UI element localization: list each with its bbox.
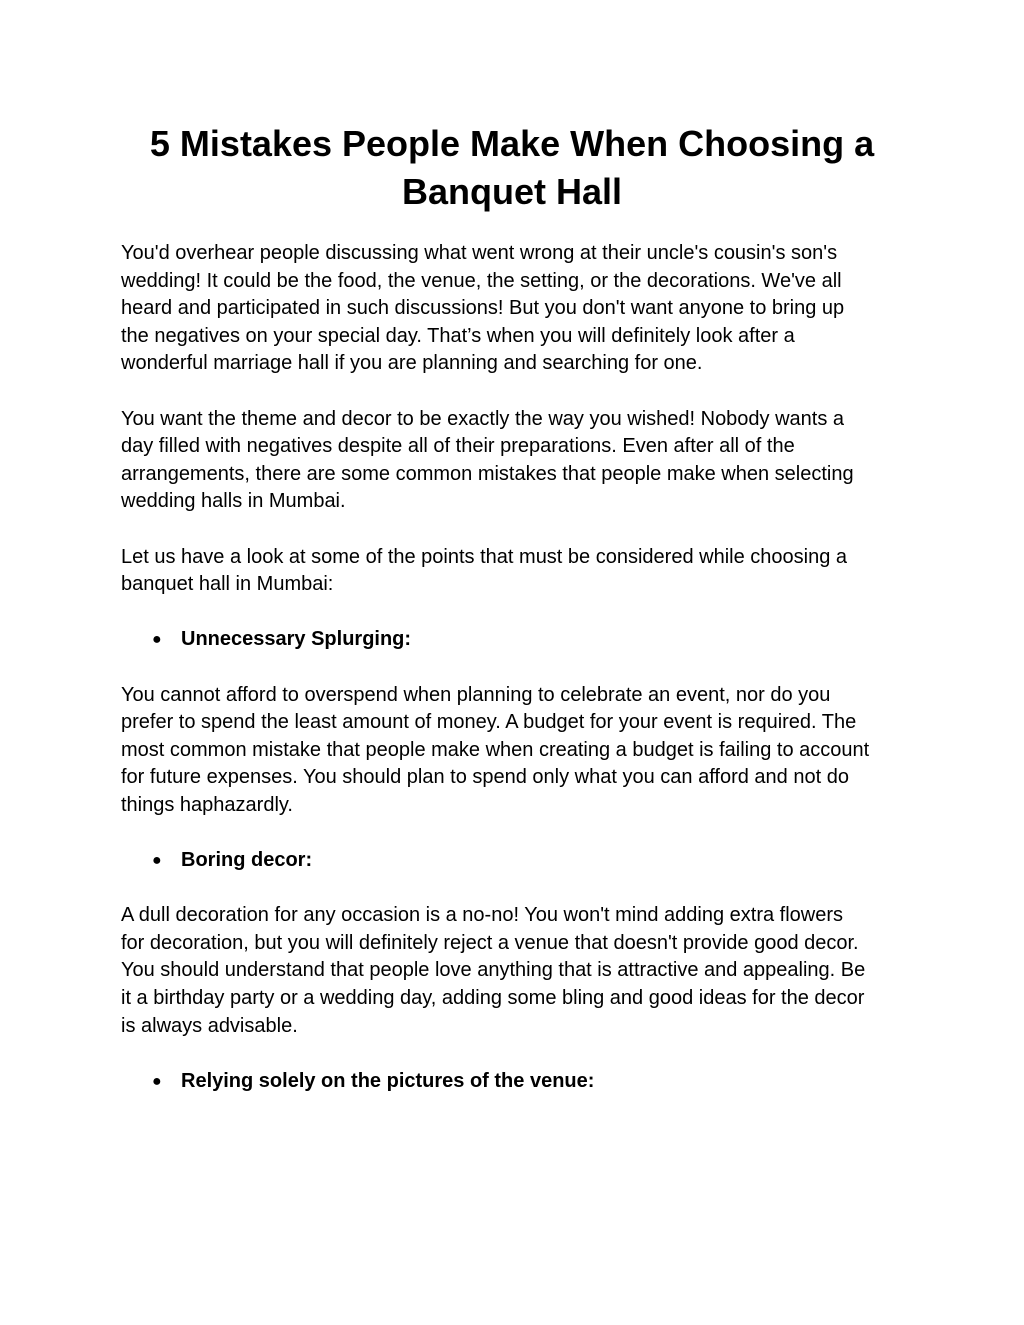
document-title: 5 Mistakes People Make When Choosing a Banquet Hall <box>149 123 875 212</box>
bullet-icon: ● <box>152 852 162 870</box>
section-heading-unnecessary-splurging <box>121 626 921 654</box>
section-paragraph-boring-decor: A dull decoration for any occasion is a no-no! You won't mind adding extra flowers for decoration, but you will definitely reject a venue that doesn't provide good decor. You should understand that people love anything that is attractive and appealing. Be it a birthday party or a wedding day, adding some bling and good ideas for the decor is always advisable. <box>121 904 866 1037</box>
section-heading-label: Unnecessary Splurging: <box>181 628 412 651</box>
intro-paragraph-3: Let us have a look at some of the points that must be considered while choosing a banquet hall in Mumbai: <box>121 545 847 596</box>
intro-paragraph-2: You want the theme and decor to be exactly the way you wished! Nobody wants a day filled with negatives despite all of their preparations. Even after all of the arrangements, there are some common mistakes that people make when selecting wedding halls in Mumbai. <box>121 407 854 513</box>
bullet-icon: ● <box>152 631 162 649</box>
bullet-icon: ● <box>152 1072 162 1090</box>
document-body <box>121 240 921 1123</box>
section-heading-label: Boring decor: <box>181 849 313 872</box>
section-heading-label: Relying solely on the pictures of the venue: <box>181 1069 595 1092</box>
section-paragraph-unnecessary-splurging: You cannot afford to overspend when planning to celebrate an event, nor do you prefer to spend the least amount of money. A budget for your event is required. The most common mistake that people make when creating a budget is failing to account for future expenses. You should plan to spend only what you can afford and not do things haphazardly. <box>121 683 870 816</box>
section-heading-relying-on-pictures <box>121 1068 921 1096</box>
section-heading-boring-decor <box>121 847 921 875</box>
intro-paragraph-1: You'd overhear people discussing what went wrong at their uncle's cousin's son's wedding! It could be the food, the venue, the setting, or the decorations. We've all heard and participated in such discussions! But you don't want anyone to bring up the negatives on your special day. That’s when you will definitely look after a wonderful marriage hall if you are planning and searching for one. <box>121 242 845 375</box>
